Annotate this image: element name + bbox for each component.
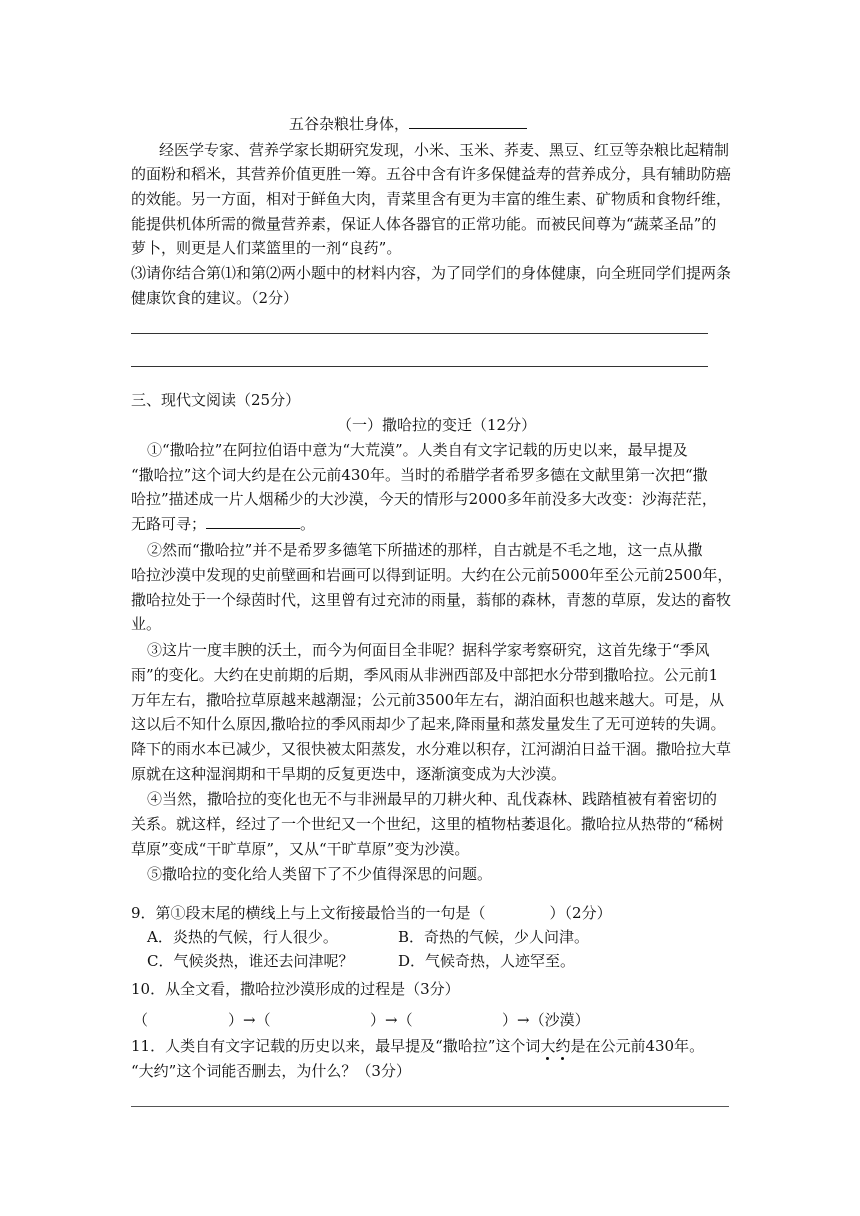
question-11-text-b: 是在公元前430年。: [570, 1037, 705, 1055]
material-line-3: 的效能。另一方面，相对于鲜鱼大肉，青菜里含有更为丰富的维生素、矿物质和食物纤维，: [131, 190, 732, 208]
question-9-option-d: D．气候奇热，人迹罕至。: [398, 952, 576, 970]
article-p5-line-1: ⑤撒哈拉的变化给人类留下了不少值得深思的问题。: [147, 865, 493, 883]
material-line-5: 萝卜，则更是人们菜篮里的一剂“良药”。: [131, 239, 402, 257]
question-10-arrow-2: ）→（: [370, 1011, 413, 1029]
question-3-line-1: ⑶请你结合第⑴和第⑵两小题中的材料内容，为了同学们的身体健康，向全班同学们提两条: [131, 264, 732, 282]
article-p3-line-3: 万年左右，撒哈拉草原越来越潮湿；公元前3500年左右，湖泊面积也越来越大。可是，从: [131, 691, 725, 709]
question-10-final: ）→（沙漠）: [502, 1011, 590, 1029]
article-p1-line-1: ①“撒哈拉”在阿拉伯语中意为“大荒漠”。人类自有文字记载的历史以来，最早提及: [147, 441, 688, 459]
article-p2-line-2: 哈拉沙漠中发现的史前壁画和岩画可以得到证明。大约在公元前5000年至公元前2500年，: [131, 566, 733, 584]
question-10-stem: 10．从全文看，撒哈拉沙漠形成的过程是（3分）: [131, 980, 460, 998]
question-9-option-c: C．气候炎热，谁还去问津呢？: [147, 952, 354, 970]
question-10-slot-1-open: （: [133, 1011, 149, 1029]
article-p1-line-4-end: 。: [300, 515, 316, 533]
intro-line-text: 五谷杂粮壮身体，: [289, 115, 410, 133]
article-p4-line-3: 草原”变成“干旷草原”，又从“干旷草原”变为沙漠。: [131, 840, 470, 858]
question-9-stem-text: 9．第①段末尾的横线上与上文衔接最恰当的一句是（: [131, 904, 486, 922]
question-11-text-a: 11．人类自有文字记载的历史以来，最早提及“撒哈拉”这个词: [131, 1037, 541, 1055]
article-p3-line-4: 这以后不知什么原因,撒哈拉的季风雨却少了起来,降雨量和蒸发量发生了无可逆转的失调。: [131, 715, 726, 733]
question-9-points: ）（2分）: [549, 904, 612, 922]
article-p1-line-4-text: 无路可寻；: [131, 515, 207, 533]
article-p1-line-3: 哈拉”描述成一片人烟稀少的大沙漠，今天的情形与2000多年前没多大改变：沙海茫茫，: [131, 490, 717, 508]
section-heading: 三、现代文阅读（25分）: [131, 391, 301, 409]
answer-line-1[interactable]: [131, 333, 708, 334]
question-9-option-b: B．奇热的气候，少人问津。: [398, 928, 590, 946]
intro-answer-blank[interactable]: [409, 114, 527, 129]
material-line-2: 的面粉和稻米，其营养价值更胜一筹。五谷中含有许多保健益寿的营养成分，具有辅助防癌: [131, 165, 732, 183]
emphasis-char-2: 约: [555, 1037, 571, 1055]
article-p3-line-1: ③这片一度丰腴的沃土，而今为何面目全非呢？据科学家考察研究，这首先缘于“季风: [147, 641, 710, 659]
intro-line: [289, 114, 527, 134]
paragraph-1-blank[interactable]: [206, 514, 300, 529]
emphasis-char-1: 大: [540, 1037, 556, 1055]
article-title: （一）撒哈拉的变迁（12分）: [337, 416, 537, 434]
article-p2-line-3: 撒哈拉处于一个绿茵时代，这里曾有过充沛的雨量，蓊郁的森林，青葱的草原，发达的畜牧: [131, 591, 732, 609]
article-p3-line-2: 雨”的变化。大约在史前期的后期，季风雨从非洲西部及中部把水分带到撒哈拉。公元前1: [131, 666, 719, 684]
material-line-1: 经医学专家、营养学家长期研究发现，小米、玉米、荞麦、黑豆、红豆等杂粮比起精制: [159, 141, 730, 159]
article-p2-line-4: 业。: [131, 615, 162, 633]
article-p2-line-1: ②然而“撒哈拉”并不是希罗多德笔下所描述的那样，自古就是不毛之地，这一点从撒: [147, 541, 703, 559]
question-3-line-2: 健康饮食的建议。（2分）: [131, 289, 299, 307]
article-p1-line-2: “撒哈拉”这个词大约是在公元前430年。当时的希腊学者希罗多德在文献里第一次把“撒: [131, 466, 708, 484]
article-p1-line-4: [131, 514, 315, 534]
article-p3-line-5: 降下的雨水本已减少，又很快被太阳蒸发，水分难以积存，江河湖泊日益干涸。撒哈拉大草: [131, 740, 732, 758]
question-11-line-2: “大约”这个词能否删去，为什么？（3分）: [131, 1062, 411, 1080]
question-10-slot-2[interactable]: [292, 1010, 370, 1030]
question-9-option-a: A．炎热的气候，行人很少。: [147, 928, 338, 946]
article-p4-line-1: ④当然，撒哈拉的变化也无不与非洲最早的刀耕火种、乱伐森林、践踏植被有着密切的: [147, 790, 718, 808]
question-9-stem: [131, 903, 612, 923]
article-p3-line-6: 原就在这种湿润期和干旱期的反复更迭中，逐渐演变成为大沙漠。: [131, 765, 567, 783]
question-10-arrow-1: ）→（: [228, 1011, 271, 1029]
question-11-line-1: [131, 1036, 704, 1056]
answer-line-2[interactable]: [131, 366, 708, 367]
article-p4-line-2: 关系。就这样，经过了一个世纪又一个世纪，这里的植物枯萎退化。撒哈拉从热带的“稀树: [131, 815, 724, 833]
question-10-slot-3[interactable]: [434, 1010, 500, 1030]
answer-line-3[interactable]: [131, 1106, 729, 1107]
question-10-slot-1[interactable]: [148, 1010, 226, 1030]
material-line-4: 能提供机体所需的微量营养素，保证人体各器官的正常功能。而被民间尊为“蔬菜圣品”的: [131, 215, 717, 233]
